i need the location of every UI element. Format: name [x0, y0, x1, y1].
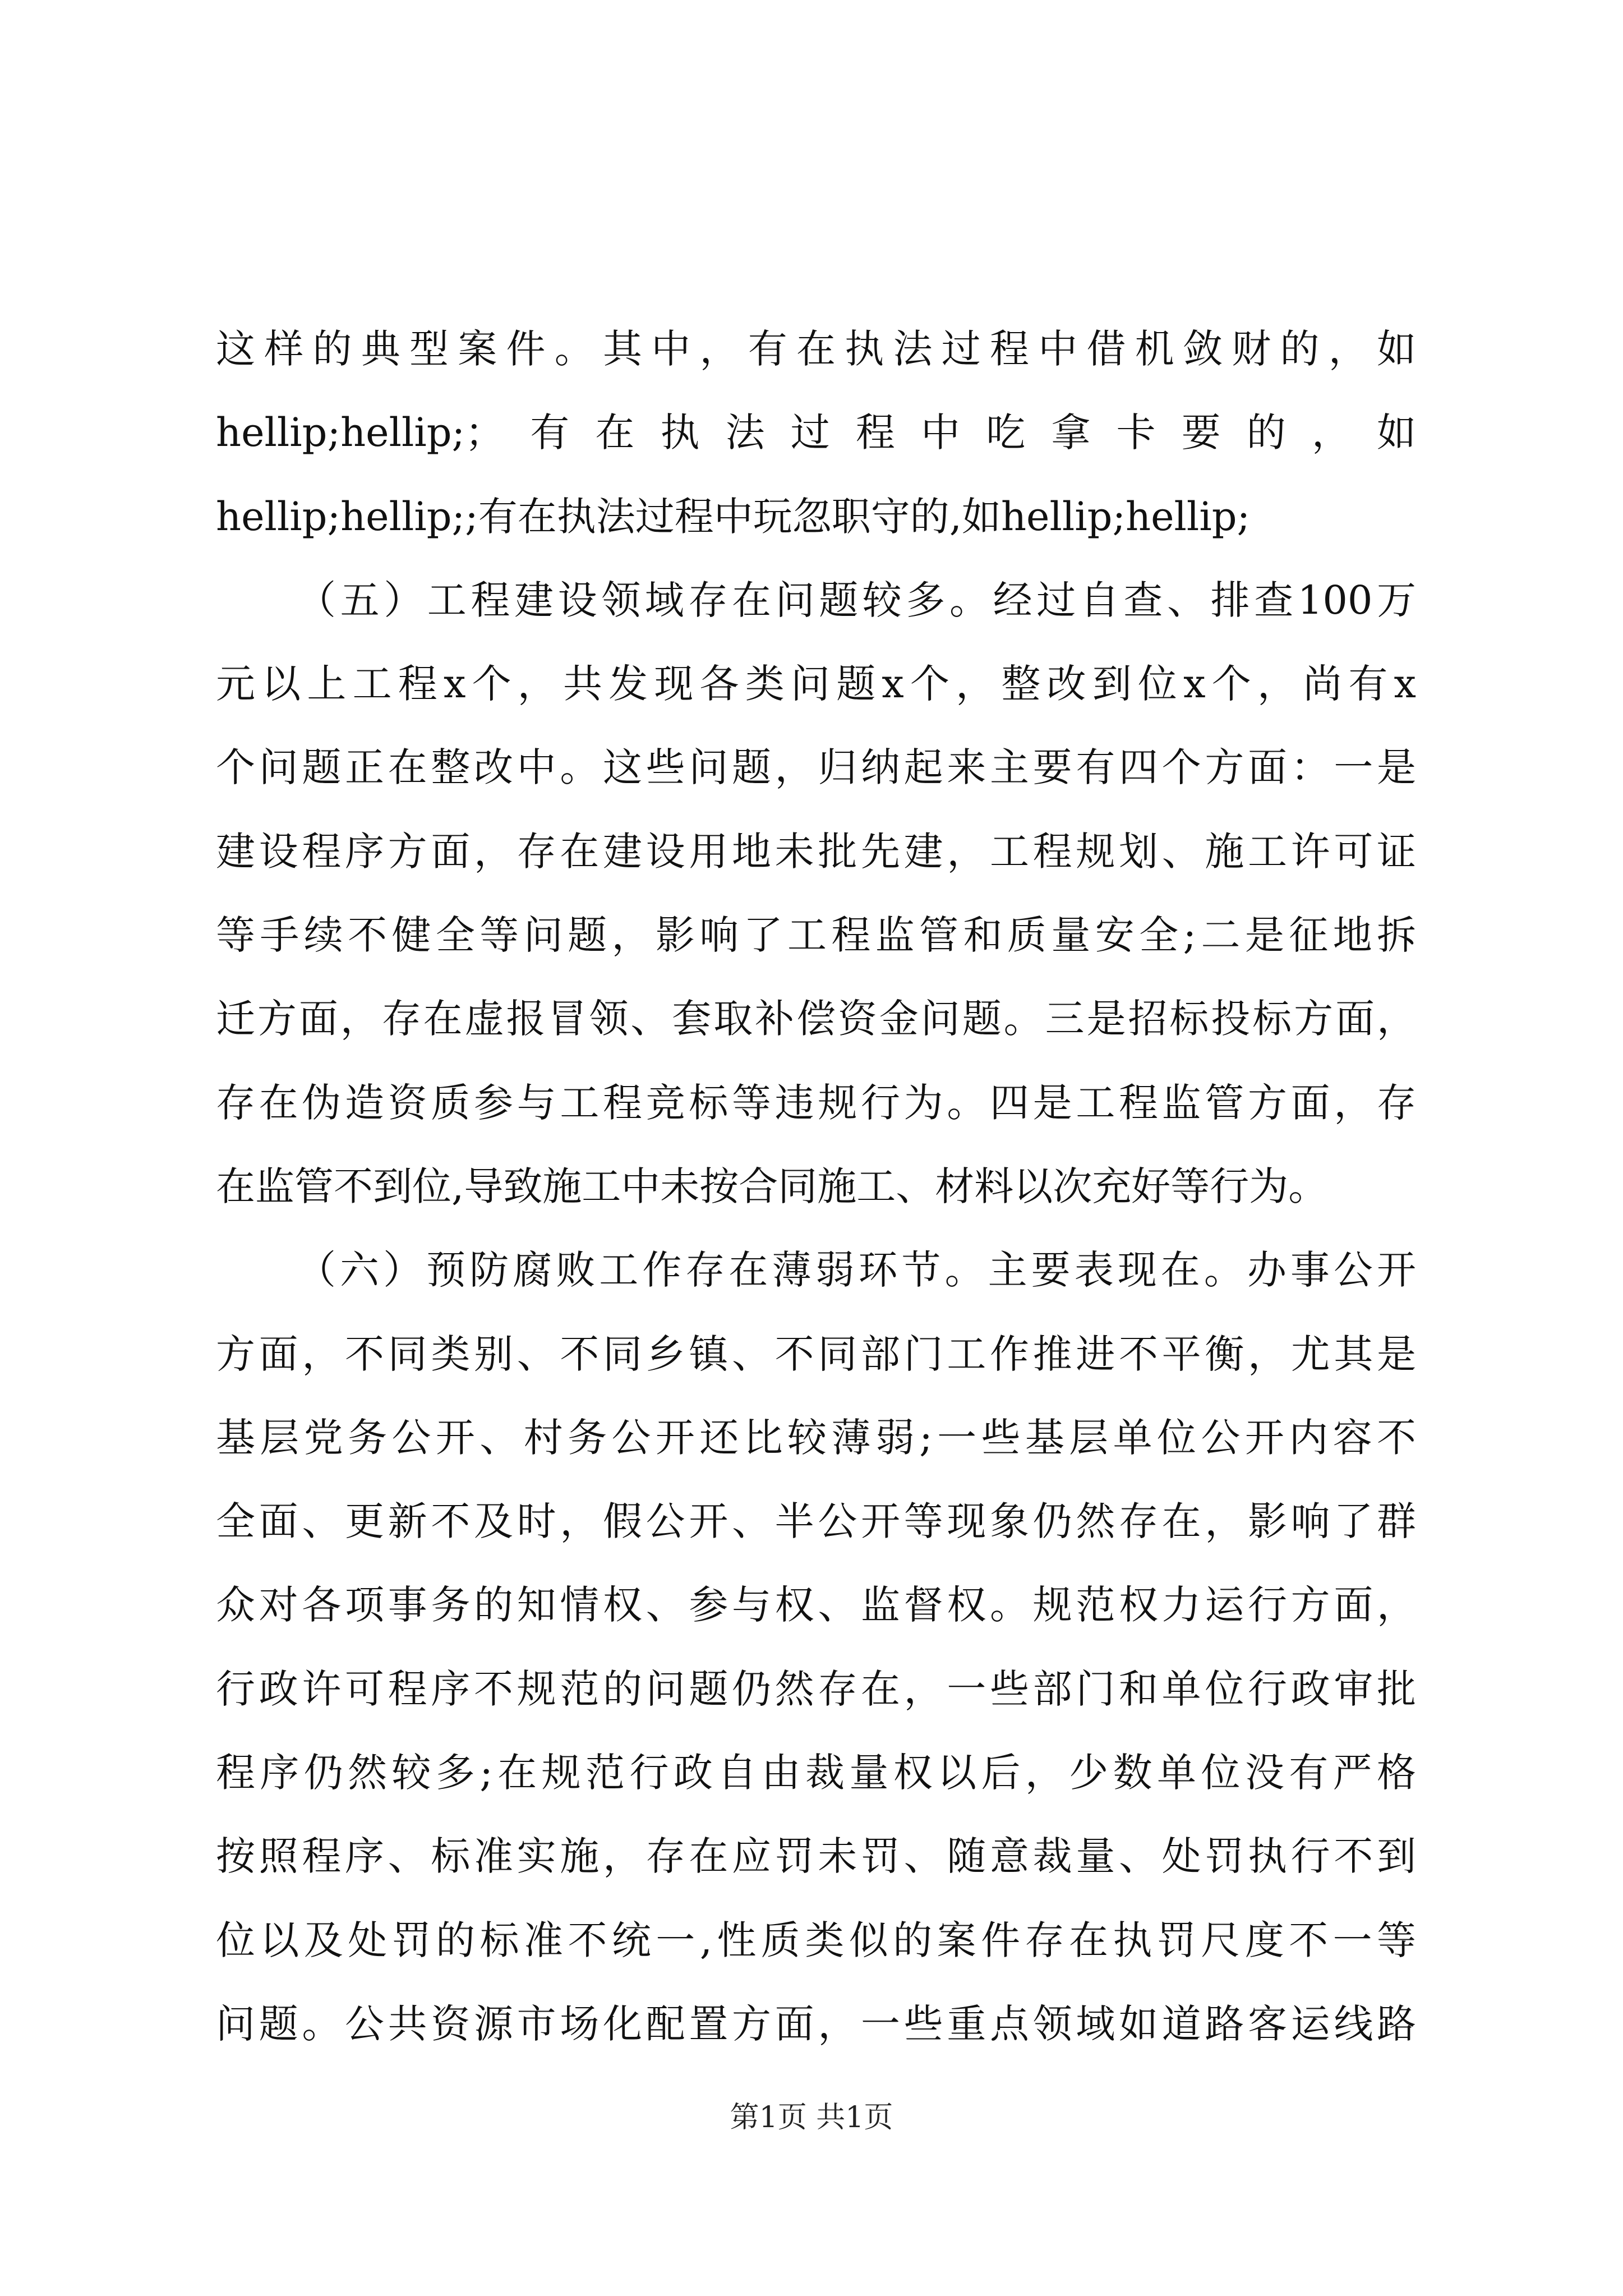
text-line: 个问题正在整改中。这些问题，归纳起来主要有四个方面：一是: [216, 744, 1416, 791]
text-line: 全面、更新不及时，假公开、半公开等现象仍然存在，影响了群: [216, 1498, 1416, 1545]
text-line: hellip;hellip;;有在执法过程中玩忽职守的,如hellip;hellip;: [216, 493, 1251, 540]
text-line: 方面，不同类别、不同乡镇、不同部门工作推进不平衡，尤其是: [216, 1331, 1416, 1377]
text-line: 建设程序方面，存在建设用地未批先建，工程规划、施工许可证: [216, 828, 1416, 875]
text-line: 按照程序、标准实施，存在应罚未罚、随意裁量、处罚执行不到: [216, 1833, 1416, 1880]
text-line: 程序仍然较多;在规范行政自由裁量权以后，少数单位没有严格: [216, 1750, 1416, 1796]
text-line: 等手续不健全等问题，影响了工程监管和质量安全;二是征地拆: [216, 912, 1416, 959]
text-line: 基层党务公开、村务公开还比较薄弱;一些基层单位公开内容不: [216, 1414, 1416, 1461]
text-line: 这样的典型案件。其中，有在执法过程中借机敛财的，如: [216, 326, 1416, 372]
paragraph-heading-6: （六）预防腐败工作存在薄弱环节。主要表现在。办事公开: [297, 1247, 1416, 1294]
document-body: [216, 307, 1416, 2066]
text-line: 迁方面，存在虚报冒领、套取补偿资金问题。三是招标投标方面，: [216, 996, 1416, 1042]
text-line: 存在伪造资质参与工程竞标等违规行为。四是工程监管方面，存: [216, 1079, 1416, 1126]
text-line: 众对各项事务的知情权、参与权、监督权。规范权力运行方面，: [216, 1582, 1416, 1628]
text-line: 元以上工程x个，共发现各类问题x个，整改到位x个，尚有x: [216, 661, 1416, 707]
text-line: hellip;hellip;；有在执法过程中吃拿卡要的，如: [216, 409, 1416, 456]
page-number-footer: 第1页 共1页: [730, 2101, 893, 2134]
text-line: 行政许可程序不规范的问题仍然存在，一些部门和单位行政审批: [216, 1665, 1416, 1712]
text-line: 位以及处罚的标准不统一,性质类似的案件存在执罚尺度不一等: [216, 1917, 1416, 1963]
paragraph-heading-5: （五）工程建设领域存在问题较多。经过自查、排查100万: [297, 577, 1416, 623]
text-line: 在监管不到位,导致施工中未按合同施工、材料以次充好等行为。: [216, 1163, 1328, 1209]
text-line: 问题。公共资源市场化配置方面，一些重点领域如道路客运线路: [216, 2000, 1416, 2047]
